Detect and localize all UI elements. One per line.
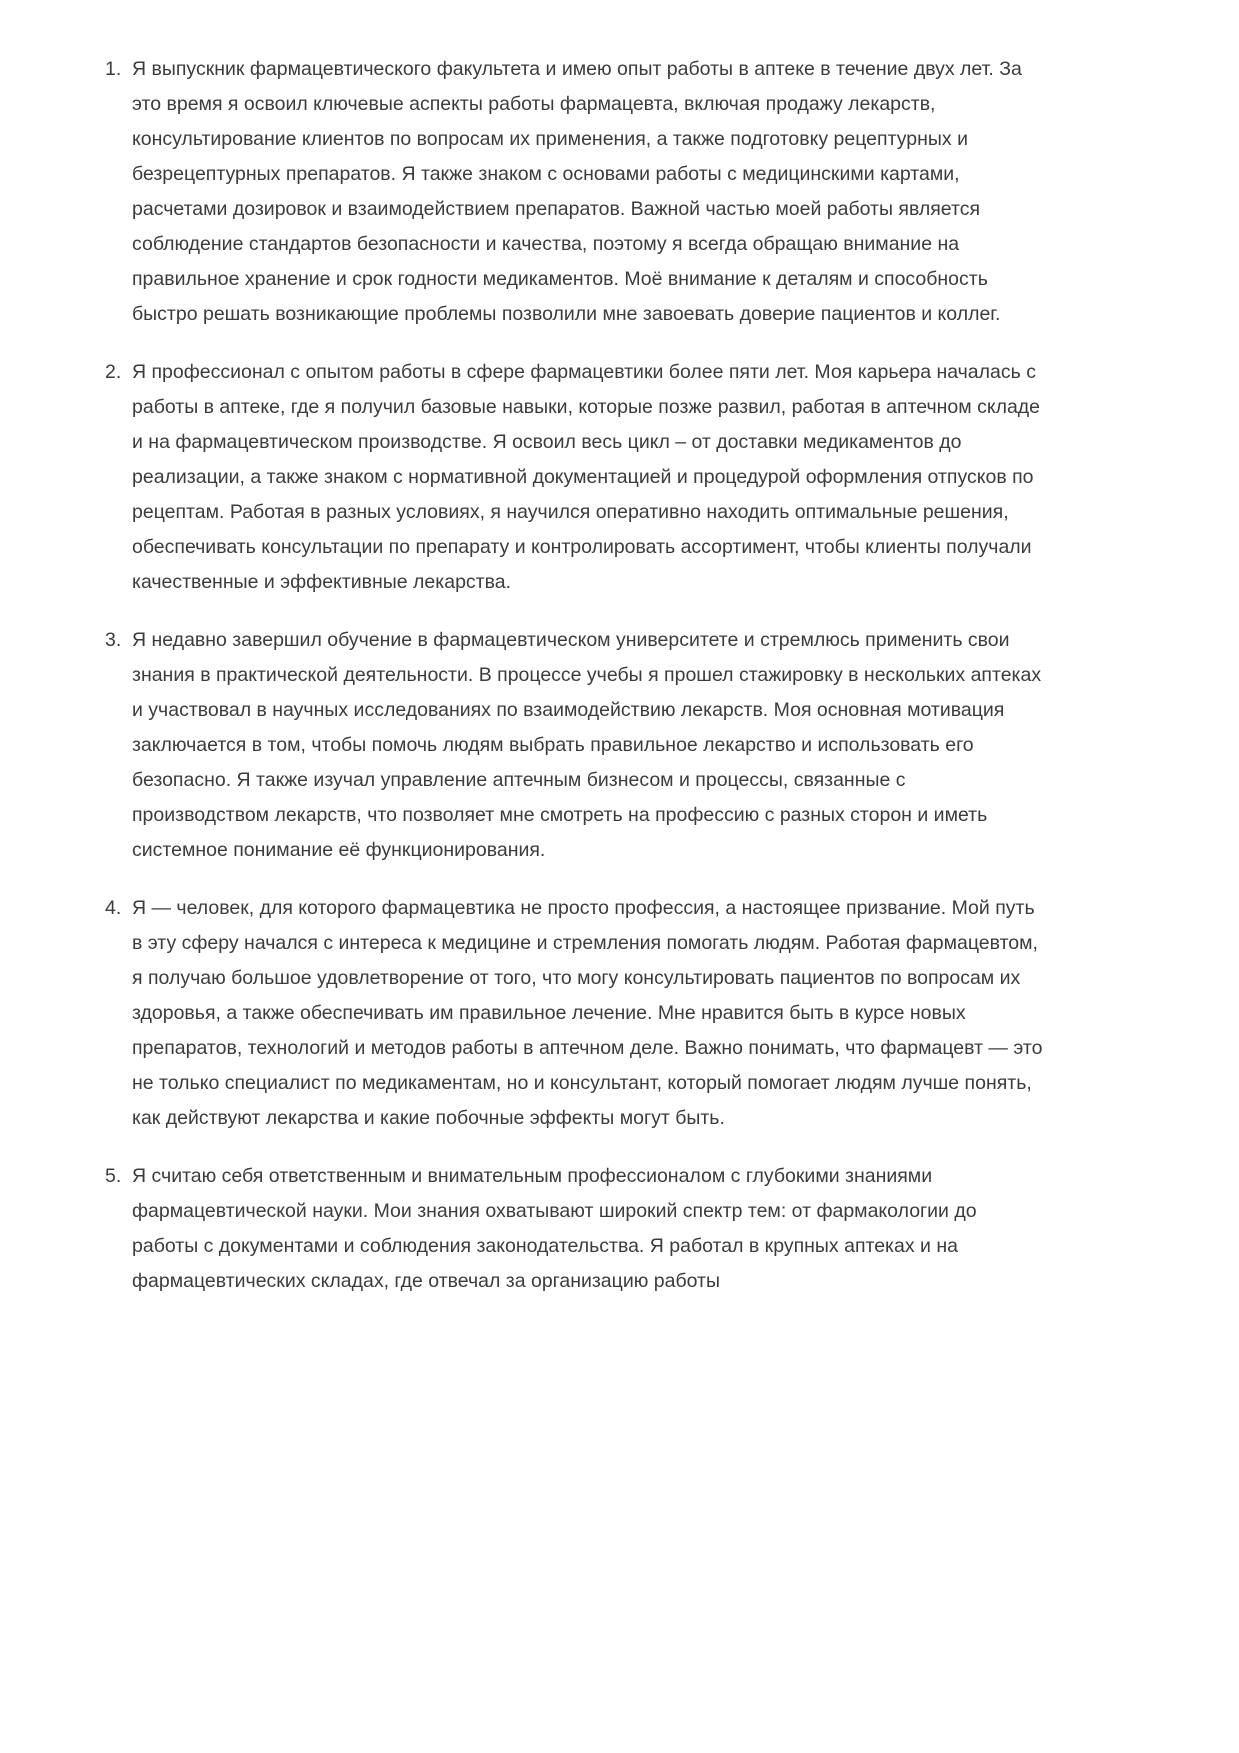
- list-item-number: 2.: [105, 361, 122, 383]
- list-item-number: 1.: [105, 58, 122, 80]
- list-item: [105, 355, 1043, 600]
- list-item: [105, 623, 1043, 868]
- list-item-text: Я профессионал с опытом работы в сфере фармацевтики более пяти лет. Моя карьера началась с работы в аптеке, где я получил базовые навыки, которые позже развил, работая в аптечном складе и на фармацевтическом производстве. Я освоил весь цикл – от доставки медикаментов до реализации, а также знаком с нормативной документацией и процедурой оформления отпусков по рецептам. Работая в разных условиях, я научился оперативно находить оптимальные решения, обеспечивать консультации по препарату и контролировать ассортимент, чтобы клиенты получали качественные и эффективные лекарства.: [132, 361, 1041, 593]
- list-item-text: Я считаю себя ответственным и внимательным профессионалом с глубокими знаниями фармацевтической науки. Мои знания охватывают широкий спектр тем: от фармакологии до работы с документами и соблюдения законодательства. Я работал в крупных аптеках и на фармацевтических складах, где отвечал за организацию работы: [132, 1165, 977, 1292]
- list-item-text: Я недавно завершил обучение в фармацевтическом университете и стремлюсь применить свои знания в практической деятельности. В процессе учебы я прошел стажировку в нескольких аптеках и участвовал в научных исследованиях по взаимодействию лекарств. Моя основная мотивация заключается в том, чтобы помочь людям выбрать правильное лекарство и использовать его безопасно. Я также изучал управление аптечным бизнесом и процессы, связанные с производством лекарств, что позволяет мне смотреть на профессию с разных сторон и иметь системное понимание её функционирования.: [132, 629, 1042, 861]
- list-item: [105, 891, 1043, 1136]
- list-item-text: Я выпускник фармацевтического факультета и имею опыт работы в аптеке в течение двух лет. За это время я освоил ключевые аспекты работы фармацевта, включая продажу лекарств, консультирование клиентов по вопросам их применения, а также подготовку рецептурных и безрецептурных препаратов. Я также знаком с основами работы с медицинскими картами, расчетами дозировок и взаимодействием препаратов. Важной частью моей работы является соблюдение стандартов безопасности и качества, поэтому я всегда обращаю внимание на правильное хранение и срок годности медикаментов. Моё внимание к деталям и способность быстро решать возникающие проблемы позволили мне завоевать доверие пациентов и коллег.: [132, 58, 1022, 325]
- list-item-text: Я — человек, для которого фармацевтика не просто профессия, а настоящее призвание. Мой путь в эту сферу начался с интереса к медицине и стремления помогать людям. Работая фармацевтом, я получаю большое удовлетворение от того, что могу консультировать пациентов по вопросам их здоровья, а также обеспечивать им правильное лечение. Мне нравится быть в курсе новых препаратов, технологий и методов работы в аптечном деле. Важно понимать, что фармацевт — это не только специалист по медикаментам, но и консультант, который помогает людям лучше понять, как действуют лекарства и какие побочные эффекты могут быть.: [132, 897, 1043, 1129]
- list-item: [105, 52, 1043, 332]
- list-item-number: 3.: [105, 629, 122, 651]
- list-item-number: 5.: [105, 1165, 122, 1187]
- list-item: [105, 1159, 1043, 1299]
- list-item-number: 4.: [105, 897, 122, 919]
